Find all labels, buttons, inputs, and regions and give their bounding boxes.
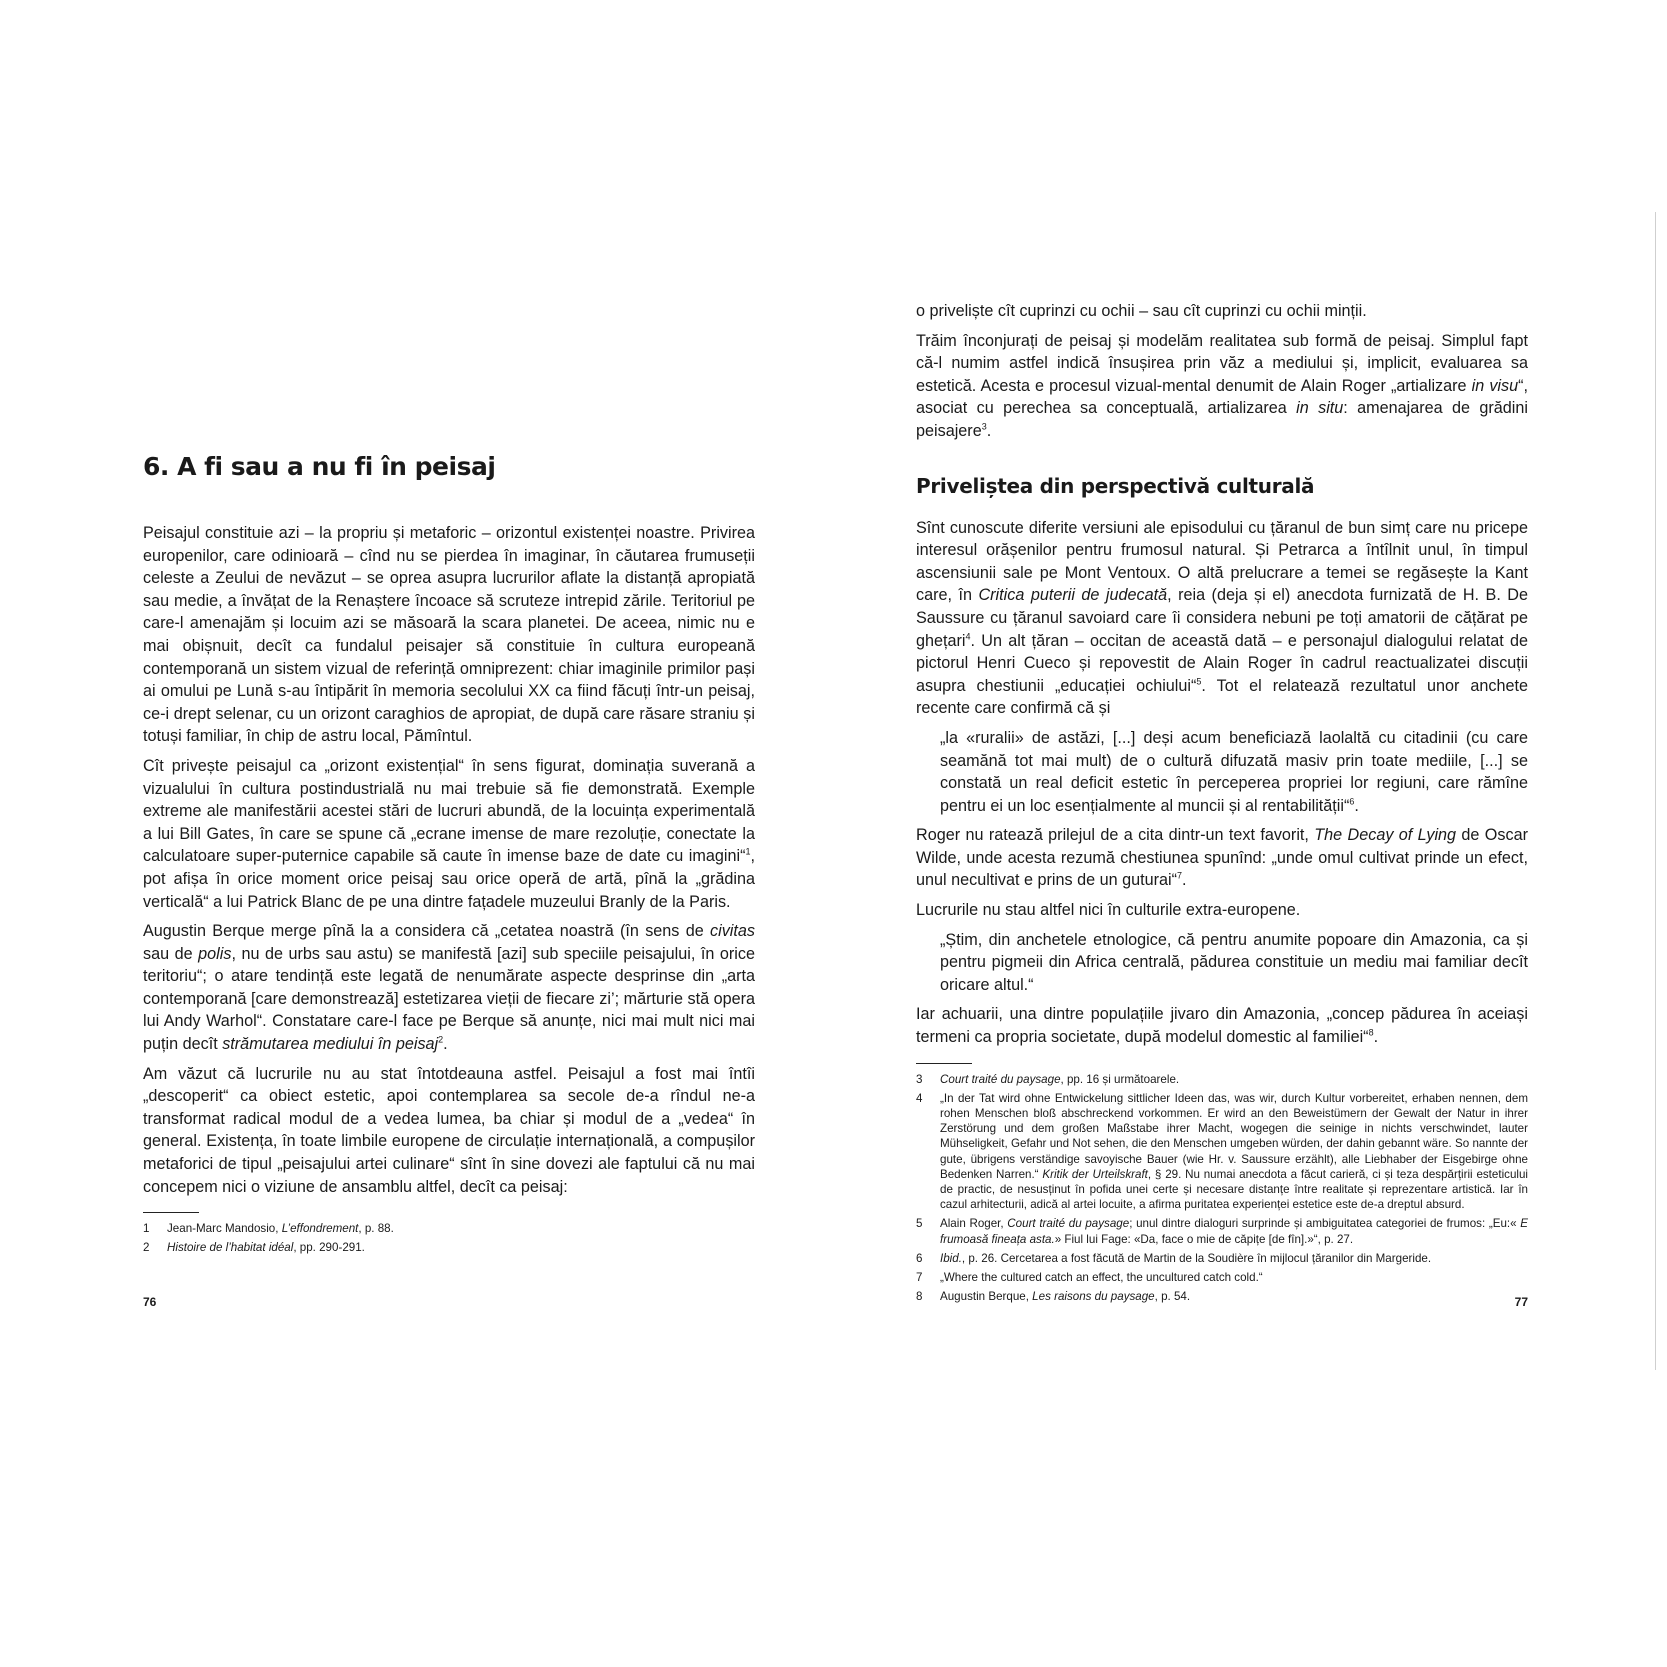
- footnote-ref[interactable]: 1: [745, 846, 751, 857]
- block-quote: „la «ruralii» de astăzi, [...] deși acum beneficiază laolaltă cu citadinii (cu care seamănă tot mai mult) de o cultură difuzată masiv prin toate mediile, [...] se constată un real deficit estetic în perceperea propriei lor regiuni, care rămîne pentru ei un loc esențialmente al muncii și al rentabilității“$^6$.: [940, 728, 1528, 815]
- footnote-ref[interactable]: 3: [981, 421, 987, 432]
- page-number: 77: [1514, 1295, 1528, 1309]
- body-paragraph: Cît privește peisajul ca „orizont existențial“ în sens figurat, dominația suverană a vizualului în cultura postindustrială nu mai trebuie să fie demonstrată. Exemple extreme ale manifestării acestei stări de lucruri abundă, de la locuința experimentală a lui Bill Gates, în care se spune că „ecrane imense de mare rezoluție, conectate la calculatoare super-puternice capabile să caute în imense baze de date cu imagini“$^1$, pot afișa în orice moment orice peisaj sau orice operă de artă, pînă la „grădina verticală“ a lui Patrick Blanc de pe una dintre fațadele muzeului Branly de la Paris.: [143, 756, 755, 911]
- footnote: 8 Augustin Berque, Les raisons du paysage, p. 54.: [916, 1290, 1191, 1304]
- left-text-column: [143, 450, 755, 1260]
- footnote: 5 Alain Roger, Court traité du paysage; unul dintre dialoguri surprinde și ambiguitatea categoriei de frumos: „Eu:« E frumoasă fineața asta.» Fiul lui Fage: «Da, face o mie de căpițe [de fîn].»“, p. 27.: [916, 1217, 1528, 1246]
- body-paragraph: Roger nu ratează prilejul de a cita dintr-un text favorit, The Decay of Lying de Oscar Wilde, unde acesta rezumă chestiunea spunînd: „unde omul cultivat prinde un efect, unul necultivat e prins de un guturai“$^7$.: [916, 826, 1528, 890]
- footnote: 6 Ibid., p. 26. Cercetarea a fost făcută de Martin de la Soudière în mijlocul țăranilor din Margeride.: [916, 1251, 1432, 1265]
- body-paragraph: Lucrurile nu stau altfel nici în culturile extra-europene.: [916, 901, 1301, 920]
- footnote-divider: [916, 1063, 972, 1064]
- footnote-ref[interactable]: 7: [1176, 871, 1182, 882]
- footnote: 3 Court traité du paysage, pp. 16 și următoarele.: [916, 1072, 1180, 1086]
- section-title: Priveliștea din perspectivă culturală: [916, 473, 1315, 498]
- body-paragraph: o priveliște cît cuprinzi cu ochii – sau cît cuprinzi cu ochii minții.: [916, 302, 1367, 320]
- body-paragraph: Trăim înconjurați de peisaj și modelăm realitatea sub formă de peisaj. Simplul fapt că-l numim astfel indică însușirea prin văz a mediului și, implicit, evaluarea sa estetică. Acesta e procesul vizual-mental denumit de Alain Roger „artializare in visu“, asociat cu perechea sa conceptuală, artializarea in situ: amenajarea de grădini peisajere$^3$.: [916, 331, 1529, 440]
- block-quote: „Știm, din anchetele etnologice, că pentru anumite popoare din Amazonia, ca și pentru pigmeii din Africa centrală, pădurea constituie un mediu mai familiar decît oricare altul.“: [940, 930, 1528, 994]
- left-page: [0, 0, 833, 1667]
- right-page: [833, 0, 1667, 1667]
- footnote: 7 „Where the cultured catch an effect, the uncultured catch cold.“: [916, 1271, 1263, 1285]
- chapter-title: 6. A fi sau a nu fi în peisaj: [143, 452, 496, 481]
- footnote-ref[interactable]: 4: [965, 631, 971, 642]
- right-text-column: [916, 300, 1528, 1308]
- page-number: 76: [143, 1295, 157, 1309]
- footnote: 2 Histoire de l’habitat idéal, pp. 290-291.: [143, 1241, 365, 1255]
- footnote-ref[interactable]: 6: [1349, 796, 1355, 807]
- footnote: 4 „In der Tat wird ohne Entwickelung sittlicher Ideen das, was wir, durch Kultur vorbereitet, erhaben nennen, dem rohen Menschen bloß abschreckend vorkommen. Er wird an den Beweistümern der Gewalt der Natur in ihrer Zerstörung und dem großen Maßstabe ihrer Macht, wogegen die seinige in nichts verschwindet, lauter Mühseligkeit, Gefahr und Not sehen, die den Menschen umgeben würden, der dahin gebannt wäre. So nannte der gute, übrigens verständige savoyische Bauer (wie Hr. v. Saussure erzählt), alle Liebhaber der Eisgebirge ohne Bedenken Narren.“ Kritik der Urteilskraft, § 29. Nu numai anecdota a făcut carieră, ci și teza despărțirii esteticului de practic, de nesusținut în pofida unei certe și necesare distanțe între realitate și reprezentare artistică. Iar în cazul arhitecturii, adică al artei locuite, a afirma puritatea experienței estetice este de-a dreptul absurd.: [916, 1091, 1528, 1212]
- page-edge-line: [1655, 212, 1656, 1370]
- footnote-divider: [143, 1212, 199, 1213]
- body-paragraph: Peisajul constituie azi – la propriu și metaforic – orizontul existenței noastre. Privirea europenilor, care odinioară – cînd nu se pierdea în imaginar, în căutarea frumuseții celeste a Zeului de nevăzut – se oprea asupra lucrurilor aflate la distanță apropiată sau medie, a învățat de la Renaștere încoace să scruteze intrepid zările. Teritoriul pe care-l amenajăm și locuim azi se măsoară la scara planetei. De aceea, nimic nu e mai obișnuit, decît ca fundalul peisajer să constituie în cultura europeană contemporană un sistem vizual de referință omniprezent: chiar imaginile primilor pași ai omului pe Lună s-au întipărit în memoria secolului XX ca fiind făcuți într-un peisaj, ce-i drept selenar, cu un orizont caraghios de apropiat, de după care răsare straniu și totuși familiar, în chip de astru local, Pămîntul.: [143, 524, 755, 746]
- footnote: 1 Jean-Marc Mandosio, L’effondrement, p. 88.: [143, 1222, 394, 1236]
- body-paragraph: Augustin Berque merge pînă la a considera că „cetatea noastră (în sens de civitas sau de polis, nu de urbs sau astu) se manifestă [azi] sub speciile peisajului, în orice teritoriu“; o atare tendință este legată de nenumărate aspecte desprinse din „arta contemporană [care demonstrează] estetizarea vieții de fiecare zi’; mărturie stă opera lui Andy Warhol“. Constatare care-l face pe Berque să anunțe, nici mai mult nici mai puțin decît strămutarea mediului în peisaj$^2$.: [143, 922, 755, 1054]
- body-paragraph: Iar achuarii, una dintre populațiile jivaro din Amazonia, „concep pădurea în aceiași termeni ca propria societate, după modelul domestic al familiei“$^8$.: [916, 1005, 1528, 1047]
- footnote-ref[interactable]: 5: [1196, 676, 1202, 687]
- body-paragraph: Sînt cunoscute diferite versiuni ale episodului cu țăranul de bun simț care nu pricepe interesul orășenilor pentru frumosul natural. Și Petrarca a întîlnit unul, în timpul ascensiunii sale pe Mont Ventoux. O altă prelucrare a temei se regăsește la Kant care, în Critica puterii de judecată, reia (deja și el) anecdota furnizată de H. B. De Saussure cu țăranul savoiard care îi considera nebuni pe toți amatorii de cățărat pe ghețari$^4$. Un alt țăran – occitan de această dată – e personajul dialogului relatat de pictorul Henri Cueco și repovestit de Alain Roger în cadrul reactualizatei discuții asupra chestiunii „educației ochiului“$^5$. Tot el relatează rezultatul unor anchete recente care confirmă că și: [916, 518, 1529, 718]
- body-paragraph: Am văzut că lucrurile nu au stat întotdeauna astfel. Peisajul a fost mai întîi „descoperit“ ca obiect estetic, apoi contemplarea sa secole de-a rîndul ne-a transformat radical modul de a vedea lumea, ba chiar și modul de a „vedea“ în general. Existența, în toate limbile europene de circulație internațională, a compușilor metaforici de tipul „peisajului artei culinare“ sînt în sine dovezi ale faptului că nu mai concepem nici o viziune de ansamblu altfel, decît ca peisaj:: [143, 1064, 755, 1196]
- footnote-ref[interactable]: 8: [1368, 1027, 1374, 1038]
- footnote-ref[interactable]: 2: [438, 1034, 444, 1045]
